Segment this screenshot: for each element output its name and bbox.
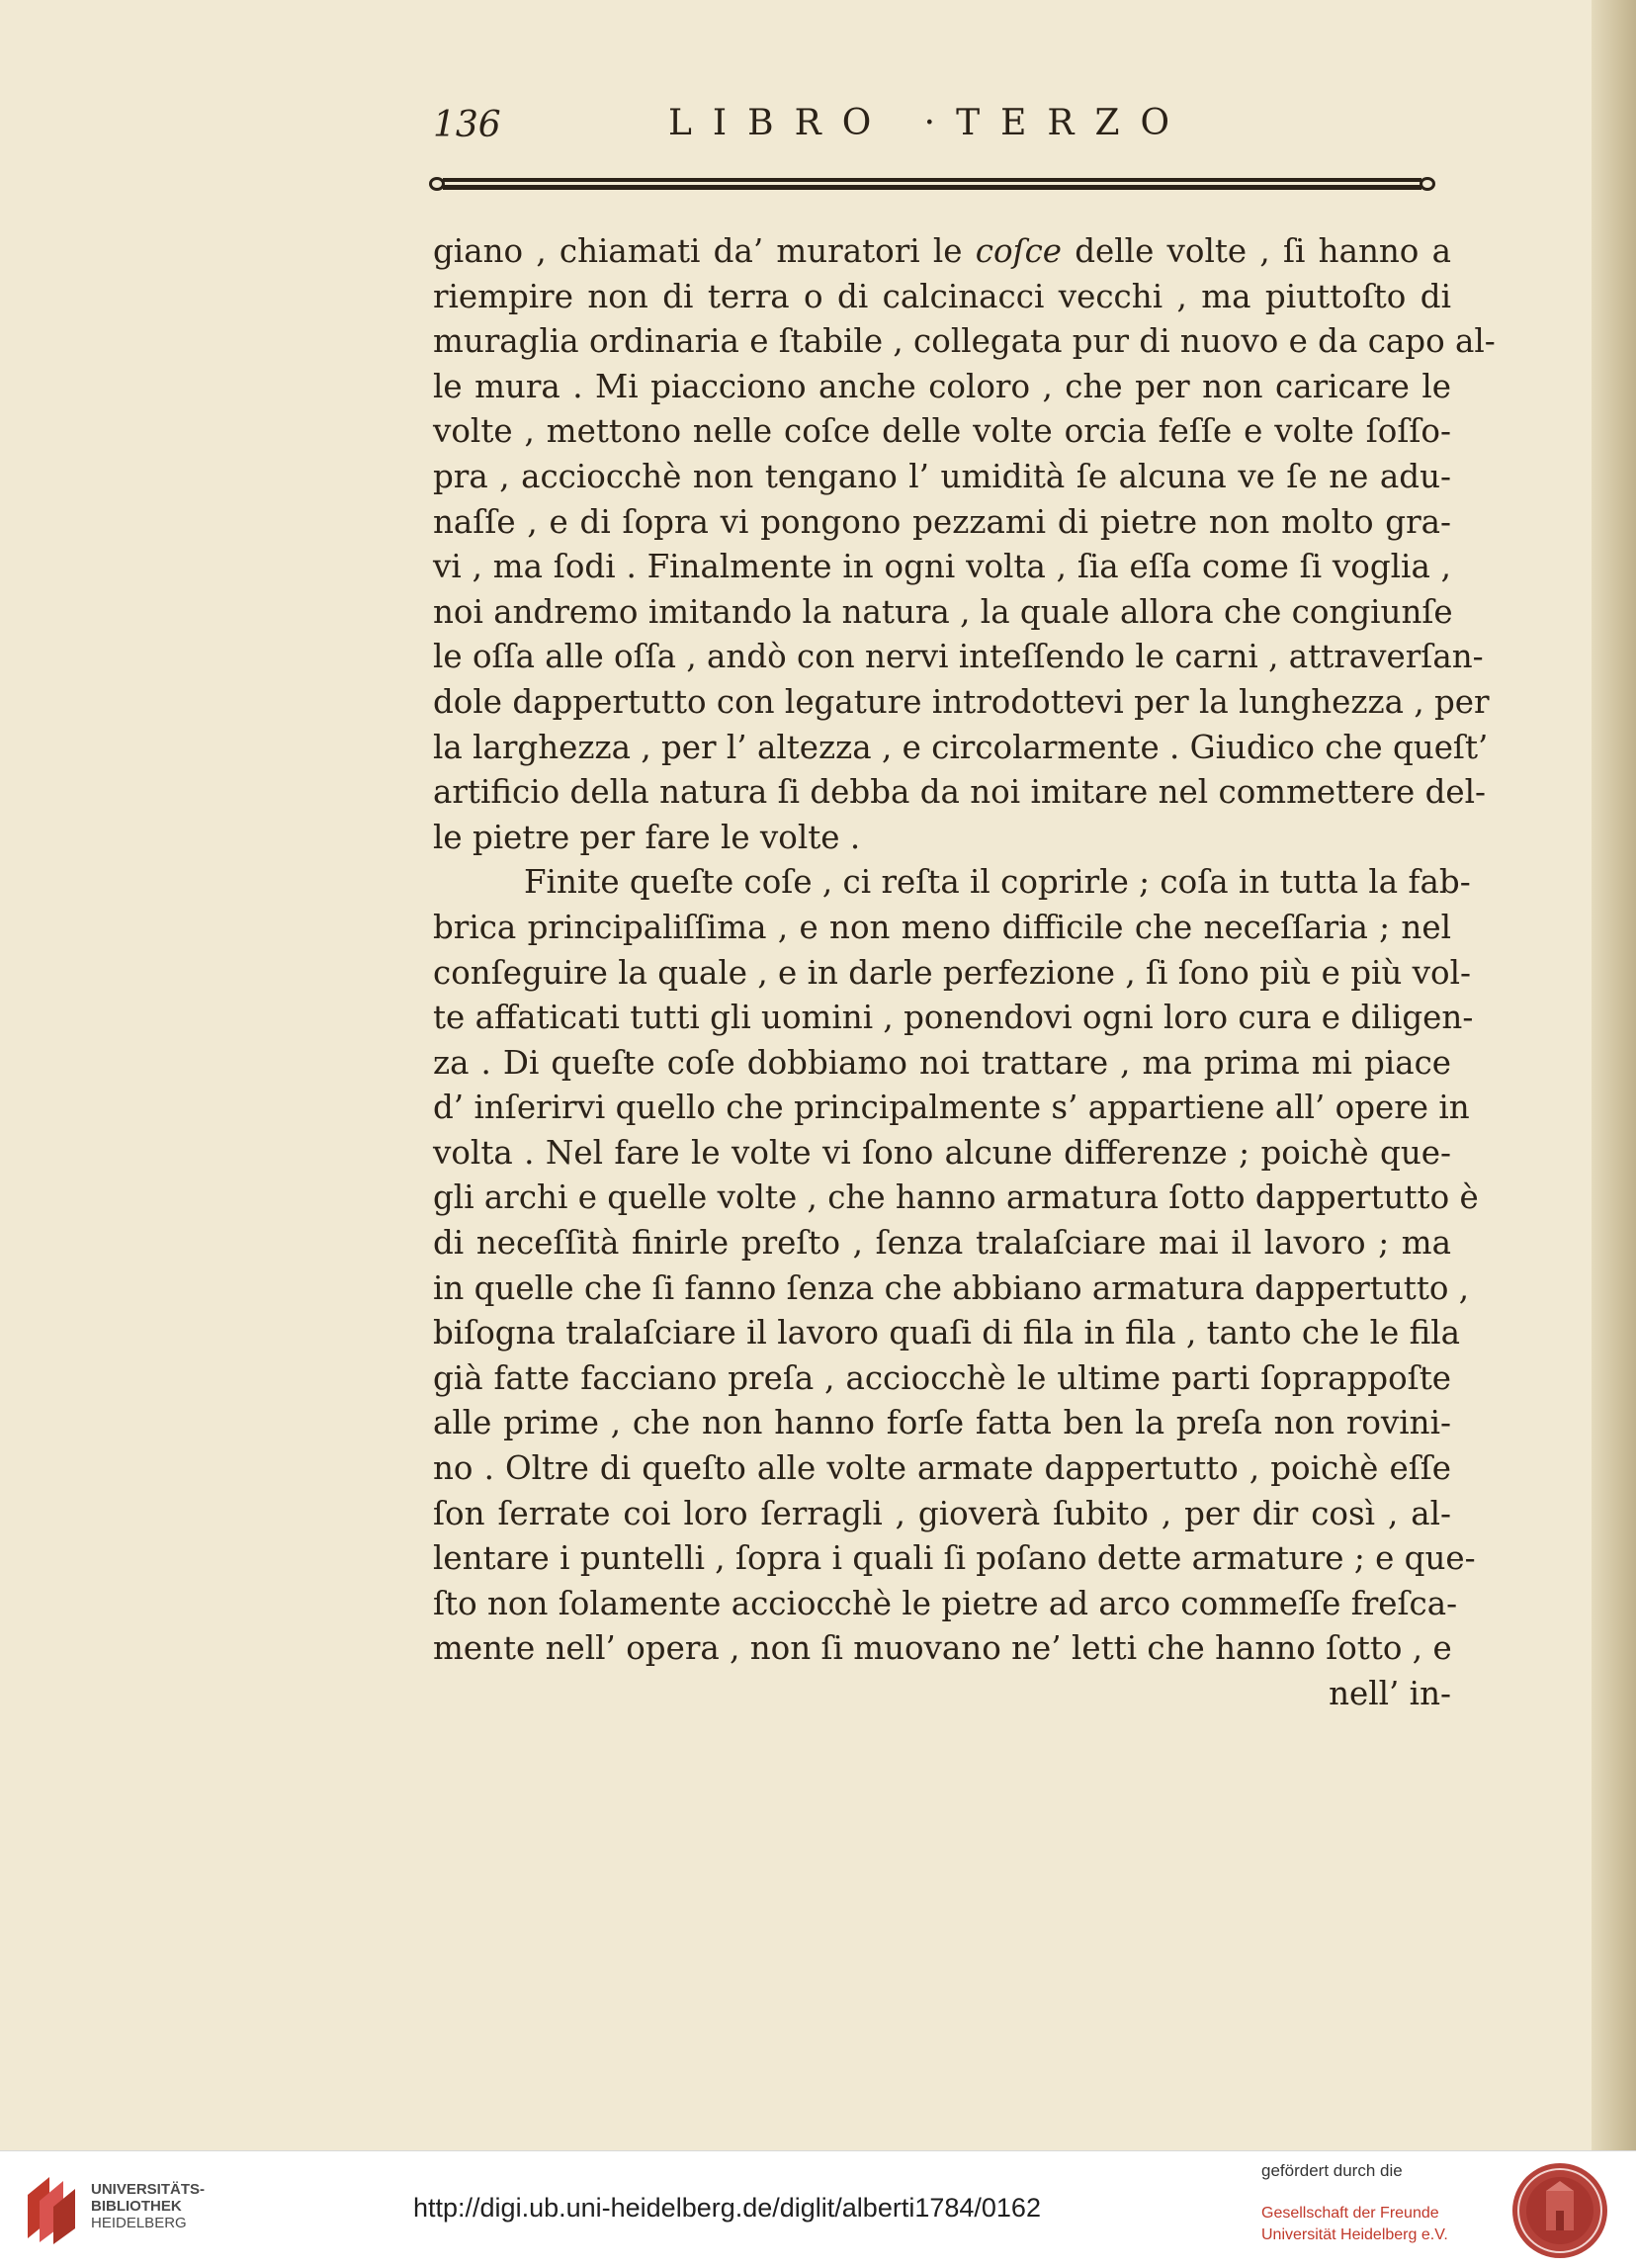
italic-term: coſce (975, 232, 1062, 270)
text-line: noi andremo imitando la natura , la quale allora che congiunſe (433, 592, 1453, 631)
text-line: d’ inſerirvi quello che principalmente s’ appartiene all’ opere in (433, 1089, 1470, 1127)
text-line: di neceſſità finirle preſto , ſenza tralaſciare mai il lavoro ; ma (433, 1224, 1451, 1263)
rule-bar-thin (443, 178, 1421, 182)
page-header (433, 99, 1451, 158)
library-name-line: BIBLIOTHEK (91, 2198, 182, 2215)
text-line (433, 229, 1451, 275)
text-line: le mura . Mi piacciono anche coloro , che per non caricare le (433, 367, 1451, 405)
ornamental-rule (429, 172, 1435, 200)
text-line: la larghezza , per l’ altezza , e circolarmente . Giudico che queſt’ (433, 728, 1489, 766)
rule-bar-thick (443, 185, 1421, 190)
library-name-line: UNIVERSITÄTS- (91, 2181, 206, 2198)
text-line: volta . Nel fare le volte vi ſono alcune differenze ; poichè que- (433, 1133, 1451, 1172)
text-run: giano , chiamati da’ muratori le (433, 232, 976, 270)
text-line: alle prime , che non hanno forſe fatta ben la preſa non rovini- (433, 1404, 1451, 1442)
text-line: biſogna tralaſciare il lavoro quaſi di fila in fila , tanto che le fila (433, 1314, 1461, 1352)
page-edge-shadow (1592, 0, 1636, 2150)
text-line: te affaticati tutti gli uomini , ponendovi ogni loro cura e diligen- (433, 999, 1474, 1037)
society-name-line: Universität Heidelberg e.V. (1261, 2226, 1448, 2243)
text-line: za . Di queſte coſe dobbiamo noi trattare , ma prima mi piace (433, 1043, 1451, 1082)
text-line: già fatte facciano preſa , acciocchè le ultime parti ſoprappoſte (433, 1358, 1451, 1397)
text-line: naſſe , e di ſopra vi pongono pezzami di pietre non molto gra- (433, 502, 1451, 541)
text-line: Finite queſte coſe , ci reſta il coprirle ; coſa in tutta la fab- (524, 863, 1471, 902)
society-seal-icon[interactable] (1510, 2161, 1609, 2260)
text-line: le oſſa alle oſſa , andò con nervi inteſſendo le carni , attraverſan- (433, 638, 1484, 676)
text-line: muraglia ordinaria e ſtabile , collegata pur di nuovo e da capo al- (433, 322, 1496, 361)
rule-knob-right (1420, 177, 1435, 191)
text-line: mente nell’ opera , non ſi muovano ne’ letti che hanno ſotto , e (433, 1629, 1452, 1668)
funded-by-text: gefördert durch die (1261, 2161, 1403, 2180)
text-line: pra , acciocchè non tengano l’ umidità ſe alcuna ve ſe ne adu- (433, 457, 1451, 495)
text-line: lentare i puntelli , ſopra i quali ſi poſano dette armature ; e que- (433, 1539, 1476, 1578)
text-line: ſto non ſolamente acciocchè le pietre ad arco commeſſe freſca- (433, 1584, 1458, 1622)
society-name-line: Gesellschaft der Freunde (1261, 2205, 1439, 2222)
body-text (433, 229, 1496, 1717)
footer-bar (0, 2150, 1636, 2268)
text-line: conſeguire la quale , e in darle perfezione , ſi ſono più e più vol- (433, 953, 1471, 992)
text-line: dole dappertutto con legature introdottevi per la lunghezza , per (433, 682, 1490, 721)
text-line: le pietre per fare le volte . (433, 818, 861, 856)
library-name-line: HEIDELBERG (91, 2215, 187, 2231)
text-line: volte , mettono nelle coſce delle volte orcia feſſe e volte ſoſſo- (433, 412, 1451, 451)
text-run: delle volte , ſi hanno a (1062, 232, 1451, 270)
text-line: riempire non di terra o di calcinacci vecchi , ma piuttoſto di (433, 277, 1451, 315)
text-line: ſon ſerrate coi loro ſerragli , gioverà ſubito , per dir così , al- (433, 1494, 1451, 1532)
text-line: vi , ma ſodi . Finalmente in ogni volta , ſia eſſa come ſi voglia , (433, 548, 1451, 586)
catchword: nell’ in- (1329, 1675, 1451, 1712)
text-line: gli archi e quelle volte , che hanno armatura ſotto dappertutto è (433, 1178, 1479, 1217)
running-head: LIBRO ·TERZO (668, 103, 1191, 143)
permalink-url[interactable]: http://digi.ub.uni-heidelberg.de/diglit/alberti1784/0162 (413, 2193, 1041, 2223)
library-name (91, 2181, 205, 2231)
society-name (1261, 2203, 1448, 2246)
ub-logo-icon[interactable] (20, 2171, 81, 2246)
page-number: 136 (433, 105, 501, 145)
text-line: no . Oltre di queſto alle volte armate dappertutto , poichè eſſe (433, 1449, 1451, 1488)
text-line: artificio della natura ſi debba da noi imitare nel commettere del- (433, 773, 1486, 812)
text-line: in quelle che ſi fanno ſenza che abbiano armatura dappertutto , (433, 1268, 1470, 1307)
text-line: brica principaliſſima , e non meno difficile che neceſſaria ; nel (433, 908, 1451, 946)
